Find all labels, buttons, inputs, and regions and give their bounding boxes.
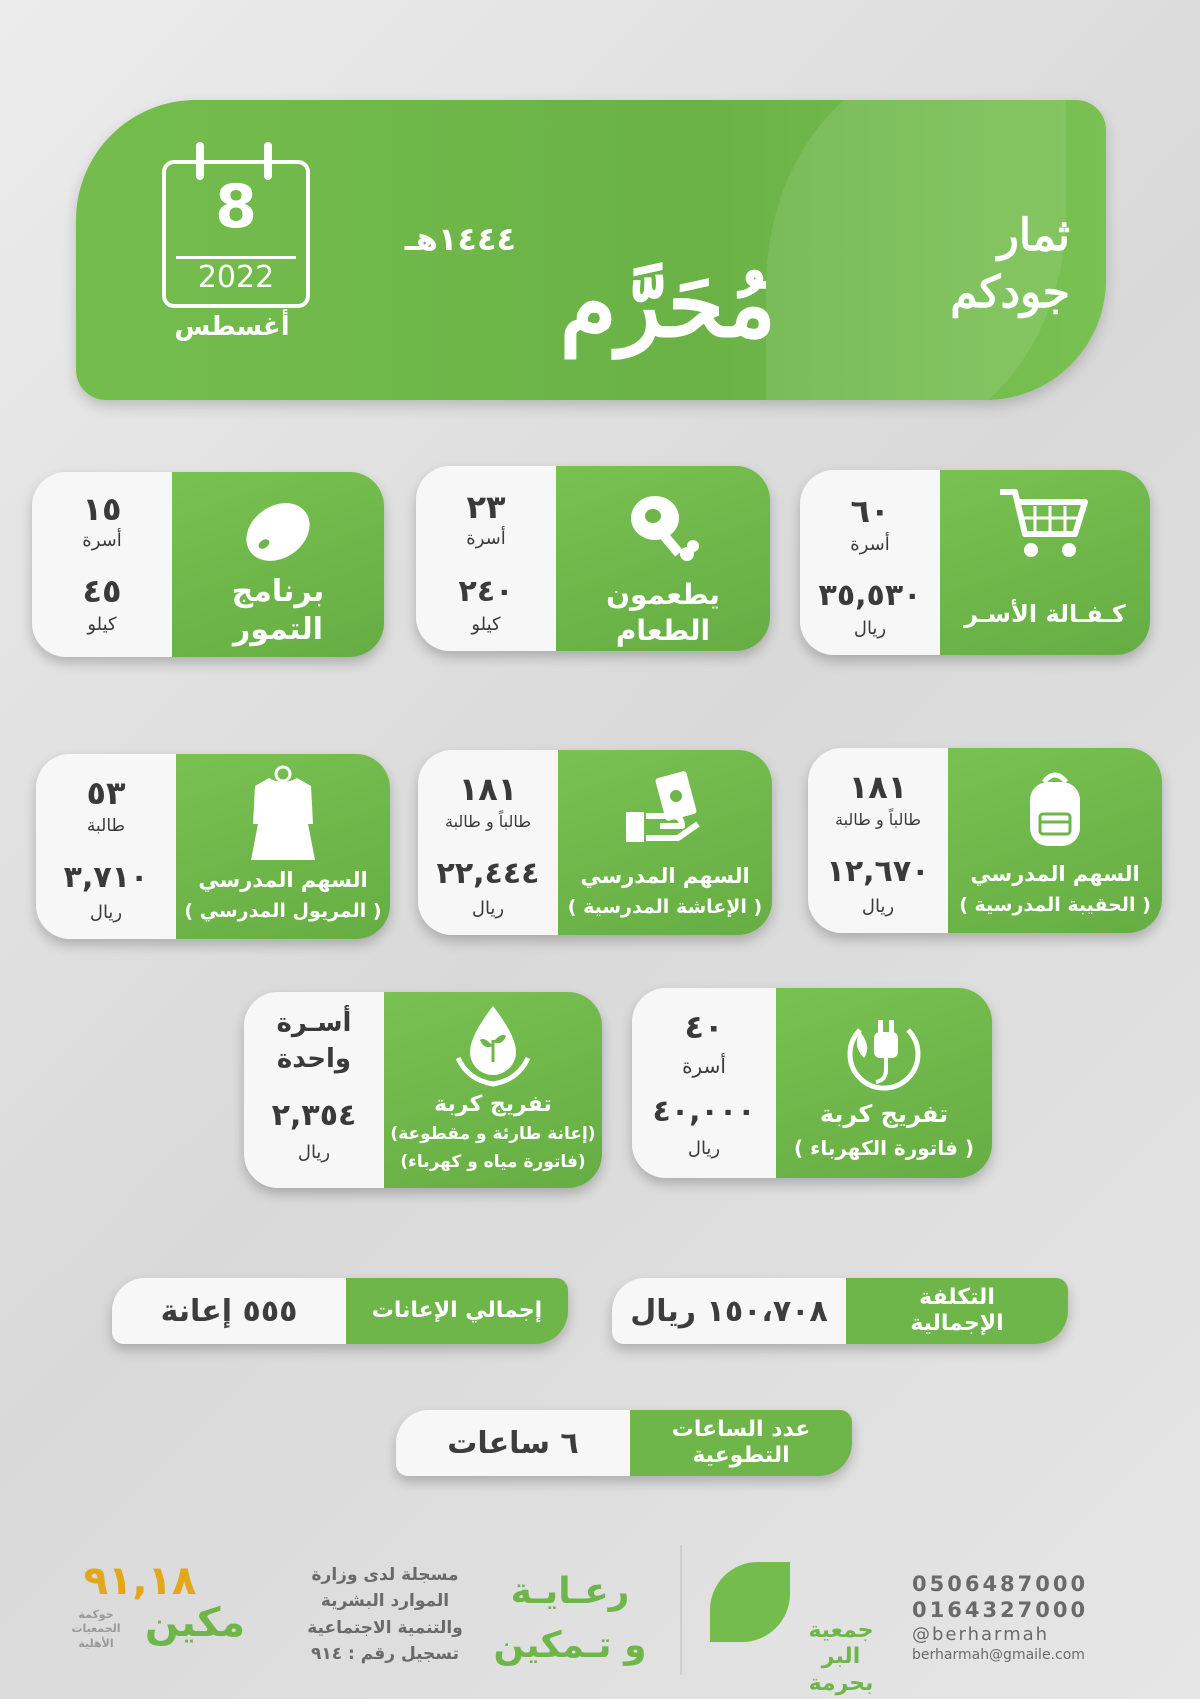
card-value-1-line-1: أسـرة <box>276 1008 352 1038</box>
card-unit-1: أسرة <box>466 528 506 549</box>
card-value-2: ٣٥,٥٣٠ <box>818 578 922 613</box>
card-value-2: ٤٠,٠٠٠ <box>652 1094 756 1129</box>
header-year-hijri: ١٤٤٤هـ <box>404 220 516 258</box>
volunteer-hours-pill <box>396 1410 852 1476</box>
contact-block <box>912 1572 1132 1663</box>
water-drop-plant-icon <box>448 1000 538 1090</box>
volunteer-hours-value: ٦ ساعات <box>396 1410 630 1476</box>
header-title-thimar: ثمار جودكم <box>950 210 1070 318</box>
meat-leg-icon <box>623 488 703 568</box>
card-unit-2: ريال <box>89 902 123 923</box>
calendar-year: 2022 <box>197 260 275 295</box>
card-title-line-2: (إعانة طارئة و مقطوعة) <box>390 1124 596 1144</box>
card-title-line-2: ( المريول المدرسي ) <box>184 900 382 922</box>
slogan: رعـايـة و تـمكين <box>493 1571 647 1666</box>
card-value-1: ١٨١ <box>458 770 518 808</box>
card-value-1: ٢٣ <box>466 488 506 526</box>
footer-divider <box>680 1545 682 1675</box>
registration-info: مسجلة لدى وزارة الموارد البشرية والتنمية الاجتماعية تسجيل رقم : ٩١٤ <box>307 1565 463 1665</box>
header-banner <box>76 100 1106 400</box>
total-aid-value: ٥٥٥ إعانة <box>112 1278 346 1344</box>
date-fruit-icon <box>238 492 318 572</box>
governance-brand: مكين <box>144 1600 246 1646</box>
phone-2: 0164327000 <box>912 1598 1089 1622</box>
card-title-line-2: ( الإعاشة المدرسية ) <box>567 896 763 918</box>
card-value-1: ٤٠ <box>684 1008 724 1046</box>
calendar-icon <box>162 160 310 308</box>
card-electricity <box>632 988 992 1178</box>
card-dates <box>32 472 384 657</box>
card-title-line-1: السهم المدرسي <box>580 864 750 888</box>
total-cost-label: التكلفة الإجمالية <box>846 1278 1068 1344</box>
card-title-line-1: السهم المدرسي <box>198 868 368 892</box>
calendar-day: 8 <box>215 172 257 242</box>
card-unit-1: طالباً و طالبة <box>835 810 921 829</box>
card-value-2: ٣,٧١٠ <box>63 860 149 895</box>
card-value-1: ٦٠ <box>850 492 890 530</box>
total-cost-pill <box>612 1278 1068 1344</box>
card-unit-1: أسرة <box>850 534 890 555</box>
shopping-cart-icon <box>995 484 1095 564</box>
calendar-month: أغسطس <box>174 312 290 342</box>
org-logo <box>710 1562 790 1642</box>
card-unit-1: طالباً و طالبة <box>445 812 531 831</box>
card-title-line-1: برنامج <box>231 574 325 609</box>
card-school-bag <box>808 748 1162 933</box>
card-value-1: ١٨١ <box>848 768 908 806</box>
card-food <box>416 466 770 651</box>
card-unit-2: ريال <box>861 896 895 917</box>
card-unit-1: أسرة <box>82 530 122 551</box>
dress-icon <box>245 764 321 864</box>
card-value-2: ٢,٣٥٤ <box>271 1098 357 1133</box>
email: berharmah@gmaile.com <box>912 1647 1085 1663</box>
phone-1: 0506487000 <box>912 1572 1089 1596</box>
card-title-line-1: يطعمون <box>606 578 720 611</box>
card-value-1-line-2: واحدة <box>276 1044 352 1074</box>
card-title-line-2: التمور <box>233 612 323 647</box>
money-hand-icon <box>620 768 710 854</box>
card-unit-2: كيلو <box>87 614 117 635</box>
plug-icon <box>838 1006 930 1098</box>
card-title-line-1: السهم المدرسي <box>970 862 1140 886</box>
governance-subtitle: حوكمة الجمعيات الأهلية <box>71 1608 121 1650</box>
card-title-line-2: ( الحقيبة المدرسية ) <box>959 894 1151 916</box>
card-emergency <box>244 992 602 1188</box>
social-handle: @berharmah <box>912 1624 1050 1645</box>
card-title-line-1: تفريج كربة <box>434 1092 552 1117</box>
total-aid-label: إجمالي الإعانات <box>346 1278 568 1344</box>
card-school-uniform <box>36 754 390 939</box>
card-value-2: ١٢,٦٧٠ <box>826 854 930 889</box>
card-school-living <box>418 750 772 935</box>
volunteer-hours-label: عدد الساعات التطوعية <box>630 1410 852 1476</box>
card-families <box>800 470 1150 655</box>
total-cost-value: ١٥٠،٧٠٨ ريال <box>612 1278 846 1344</box>
card-unit-2: كيلو <box>471 614 501 635</box>
card-value-1: ٥٣ <box>86 774 126 812</box>
card-unit-2: ريال <box>297 1142 331 1163</box>
card-title-line-2: ( فاتورة الكهرباء ) <box>793 1136 975 1160</box>
card-unit-2: ريال <box>471 898 505 919</box>
card-value-2: ٢٢,٤٤٤ <box>436 856 540 891</box>
card-unit-2: ريال <box>687 1138 721 1159</box>
total-aid-pill <box>112 1278 568 1344</box>
header-month-hijri: مُحَرَّم <box>559 250 776 358</box>
card-title-line-1: تفريج كربة <box>819 1100 949 1128</box>
backpack-icon <box>1020 768 1090 850</box>
card-unit-1: طالبة <box>86 816 126 836</box>
card-value-2: ٤٥ <box>82 572 122 610</box>
card-unit-1: أسرة <box>682 1054 726 1078</box>
card-title: كـفـالة الأسـر <box>964 600 1126 628</box>
card-unit-2: ريال <box>853 618 887 639</box>
card-title-line-3: (فاتورة مياه و كهرباء) <box>400 1152 586 1172</box>
card-value-2: ٢٤٠ <box>458 574 514 609</box>
org-name: جمعية البر بحرمة <box>808 1618 874 1696</box>
governance-score: ٩١,١٨ <box>83 1558 197 1604</box>
card-title-line-2: الطعام <box>615 614 711 647</box>
card-value-1: ١٥ <box>82 490 122 528</box>
